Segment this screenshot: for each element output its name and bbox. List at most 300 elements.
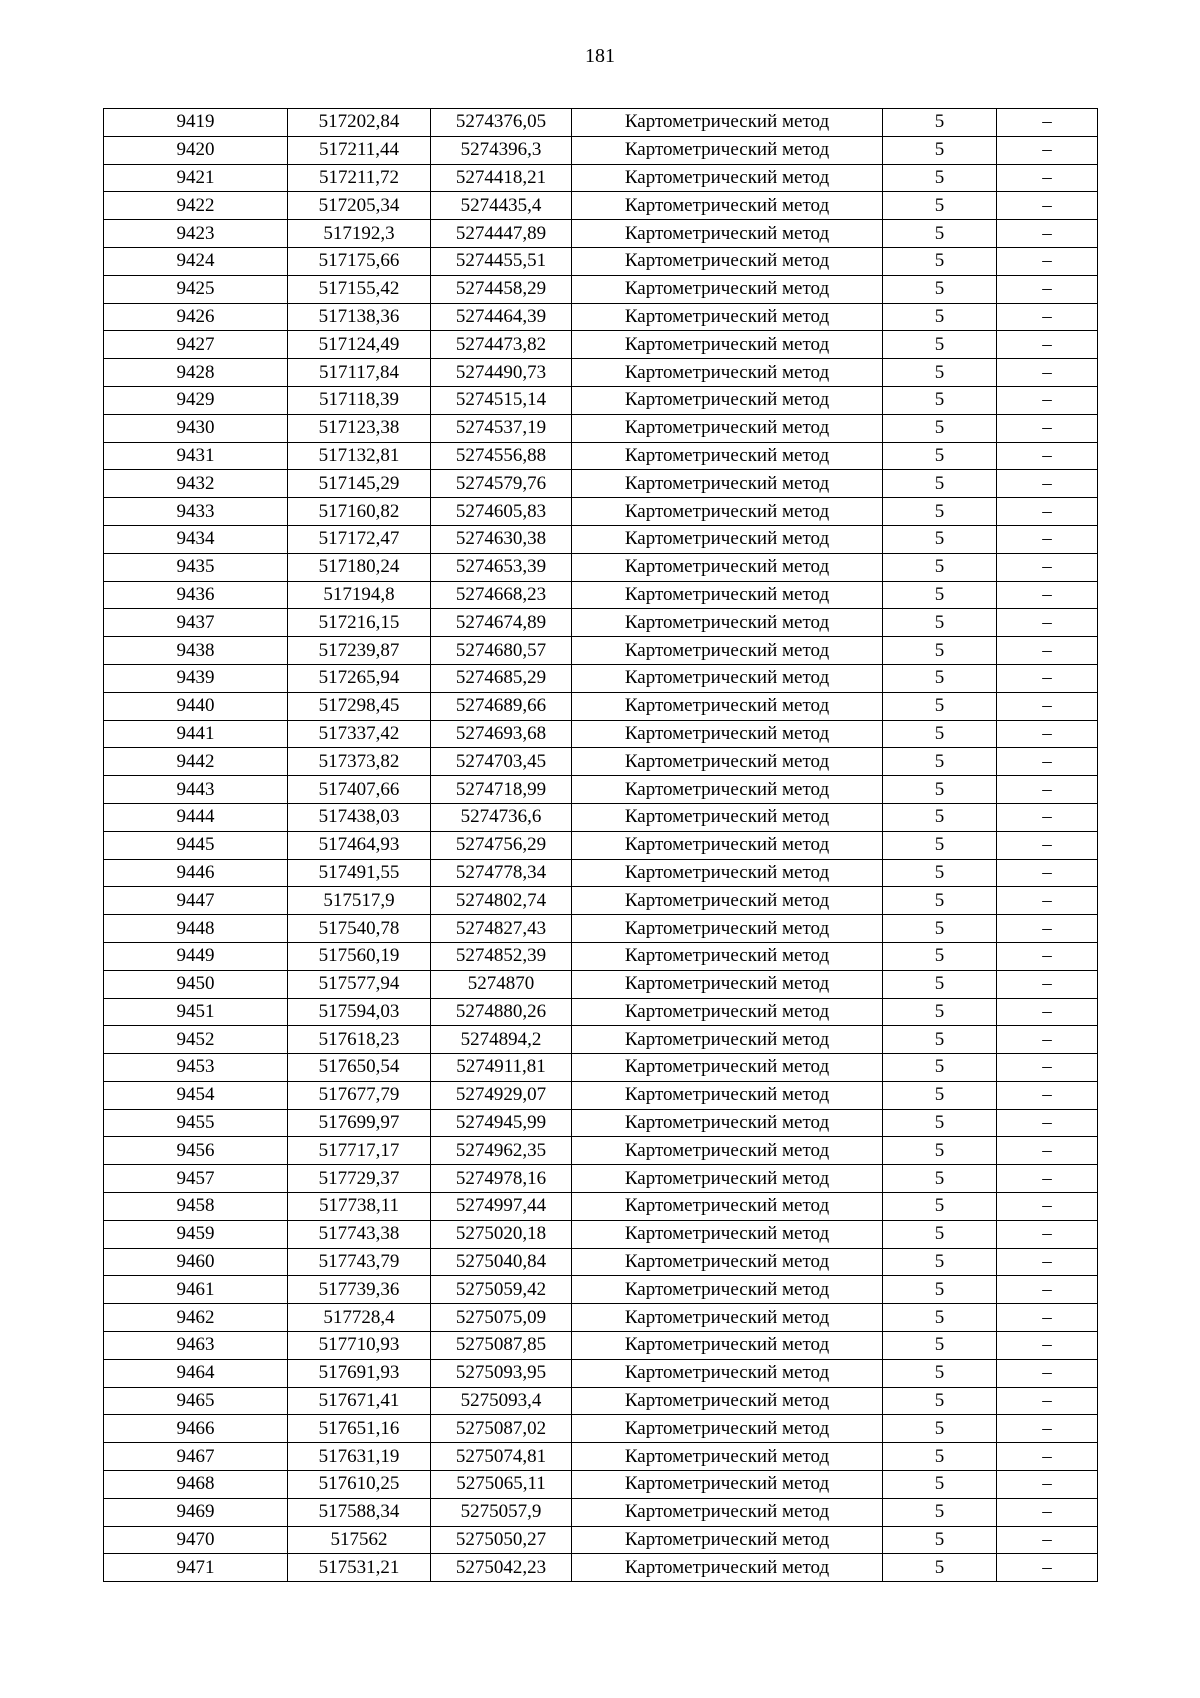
method-cell: Картометрический метод [572, 359, 883, 387]
point-number-cell: 9424 [104, 247, 288, 275]
accuracy-cell: 5 [883, 859, 997, 887]
x-coordinate-cell: 517651,16 [288, 1415, 431, 1443]
description-cell: – [997, 692, 1098, 720]
point-number-cell: 9435 [104, 553, 288, 581]
description-cell: – [997, 136, 1098, 164]
accuracy-cell: 5 [883, 1359, 997, 1387]
table-row [104, 915, 1098, 943]
point-number-cell: 9466 [104, 1415, 288, 1443]
table-row [104, 498, 1098, 526]
accuracy-cell: 5 [883, 386, 997, 414]
y-coordinate-cell: 5275065,11 [431, 1471, 572, 1499]
accuracy-cell: 5 [883, 1526, 997, 1554]
description-cell: – [997, 748, 1098, 776]
y-coordinate-cell: 5274736,6 [431, 803, 572, 831]
accuracy-cell: 5 [883, 247, 997, 275]
y-coordinate-cell: 5275020,18 [431, 1220, 572, 1248]
y-coordinate-cell: 5274435,4 [431, 192, 572, 220]
accuracy-cell: 5 [883, 1415, 997, 1443]
y-coordinate-cell: 5274464,39 [431, 303, 572, 331]
method-cell: Картометрический метод [572, 1220, 883, 1248]
method-cell: Картометрический метод [572, 1415, 883, 1443]
x-coordinate-cell: 517588,34 [288, 1498, 431, 1526]
accuracy-cell: 5 [883, 1220, 997, 1248]
description-cell: – [997, 1109, 1098, 1137]
point-number-cell: 9428 [104, 359, 288, 387]
accuracy-cell: 5 [883, 887, 997, 915]
method-cell: Картометрический метод [572, 386, 883, 414]
x-coordinate-cell: 517577,94 [288, 970, 431, 998]
method-cell: Картометрический метод [572, 1498, 883, 1526]
method-cell: Картометрический метод [572, 1304, 883, 1332]
point-number-cell: 9444 [104, 803, 288, 831]
accuracy-cell: 5 [883, 998, 997, 1026]
table-row [104, 525, 1098, 553]
description-cell: – [997, 220, 1098, 248]
method-cell: Картометрический метод [572, 109, 883, 137]
point-number-cell: 9439 [104, 664, 288, 692]
method-cell: Картометрический метод [572, 1332, 883, 1360]
y-coordinate-cell: 5274718,99 [431, 776, 572, 804]
table-row [104, 470, 1098, 498]
y-coordinate-cell: 5274458,29 [431, 275, 572, 303]
accuracy-cell: 5 [883, 803, 997, 831]
accuracy-cell: 5 [883, 442, 997, 470]
table-row [104, 1109, 1098, 1137]
y-coordinate-cell: 5274490,73 [431, 359, 572, 387]
point-number-cell: 9427 [104, 331, 288, 359]
description-cell: – [997, 1276, 1098, 1304]
description-cell: – [997, 1498, 1098, 1526]
point-number-cell: 9471 [104, 1554, 288, 1582]
point-number-cell: 9461 [104, 1276, 288, 1304]
table-row [104, 1332, 1098, 1360]
method-cell: Картометрический метод [572, 470, 883, 498]
x-coordinate-cell: 517211,44 [288, 136, 431, 164]
y-coordinate-cell: 5274447,89 [431, 220, 572, 248]
method-cell: Картометрический метод [572, 803, 883, 831]
accuracy-cell: 5 [883, 1332, 997, 1360]
y-coordinate-cell: 5274685,29 [431, 664, 572, 692]
accuracy-cell: 5 [883, 109, 997, 137]
y-coordinate-cell: 5274605,83 [431, 498, 572, 526]
x-coordinate-cell: 517540,78 [288, 915, 431, 943]
description-cell: – [997, 164, 1098, 192]
accuracy-cell: 5 [883, 1443, 997, 1471]
method-cell: Картометрический метод [572, 1387, 883, 1415]
x-coordinate-cell: 517531,21 [288, 1554, 431, 1582]
description-cell: – [997, 525, 1098, 553]
table-row [104, 442, 1098, 470]
description-cell: – [997, 831, 1098, 859]
table-row [104, 1526, 1098, 1554]
point-number-cell: 9442 [104, 748, 288, 776]
x-coordinate-cell: 517677,79 [288, 1081, 431, 1109]
method-cell: Картометрический метод [572, 776, 883, 804]
point-number-cell: 9451 [104, 998, 288, 1026]
y-coordinate-cell: 5274689,66 [431, 692, 572, 720]
x-coordinate-cell: 517560,19 [288, 942, 431, 970]
accuracy-cell: 5 [883, 1554, 997, 1582]
description-cell: – [997, 498, 1098, 526]
table-row [104, 1415, 1098, 1443]
point-number-cell: 9462 [104, 1304, 288, 1332]
accuracy-cell: 5 [883, 1304, 997, 1332]
x-coordinate-cell: 517631,19 [288, 1443, 431, 1471]
y-coordinate-cell: 5274653,39 [431, 553, 572, 581]
x-coordinate-cell: 517194,8 [288, 581, 431, 609]
point-number-cell: 9458 [104, 1193, 288, 1221]
point-number-cell: 9463 [104, 1332, 288, 1360]
x-coordinate-cell: 517671,41 [288, 1387, 431, 1415]
method-cell: Картометрический метод [572, 915, 883, 943]
point-number-cell: 9457 [104, 1165, 288, 1193]
description-cell: – [997, 1165, 1098, 1193]
y-coordinate-cell: 5274556,88 [431, 442, 572, 470]
table-row [104, 553, 1098, 581]
description-cell: – [997, 970, 1098, 998]
y-coordinate-cell: 5274515,14 [431, 386, 572, 414]
table-body [104, 109, 1098, 1582]
x-coordinate-cell: 517265,94 [288, 664, 431, 692]
accuracy-cell: 5 [883, 1193, 997, 1221]
method-cell: Картометрический метод [572, 692, 883, 720]
accuracy-cell: 5 [883, 164, 997, 192]
y-coordinate-cell: 5274802,74 [431, 887, 572, 915]
accuracy-cell: 5 [883, 303, 997, 331]
x-coordinate-cell: 517124,49 [288, 331, 431, 359]
point-number-cell: 9432 [104, 470, 288, 498]
x-coordinate-cell: 517239,87 [288, 637, 431, 665]
y-coordinate-cell: 5275075,09 [431, 1304, 572, 1332]
point-number-cell: 9455 [104, 1109, 288, 1137]
y-coordinate-cell: 5275087,85 [431, 1332, 572, 1360]
point-number-cell: 9426 [104, 303, 288, 331]
description-cell: – [997, 1026, 1098, 1054]
point-number-cell: 9470 [104, 1526, 288, 1554]
x-coordinate-cell: 517743,79 [288, 1248, 431, 1276]
x-coordinate-cell: 517216,15 [288, 609, 431, 637]
table-row [104, 275, 1098, 303]
point-number-cell: 9433 [104, 498, 288, 526]
description-cell: – [997, 1443, 1098, 1471]
description-cell: – [997, 247, 1098, 275]
point-number-cell: 9468 [104, 1471, 288, 1499]
table-row [104, 1304, 1098, 1332]
description-cell: – [997, 1332, 1098, 1360]
method-cell: Картометрический метод [572, 220, 883, 248]
description-cell: – [997, 1415, 1098, 1443]
accuracy-cell: 5 [883, 1137, 997, 1165]
y-coordinate-cell: 5275087,02 [431, 1415, 572, 1443]
y-coordinate-cell: 5274680,57 [431, 637, 572, 665]
x-coordinate-cell: 517138,36 [288, 303, 431, 331]
description-cell: – [997, 664, 1098, 692]
y-coordinate-cell: 5274376,05 [431, 109, 572, 137]
y-coordinate-cell: 5274962,35 [431, 1137, 572, 1165]
method-cell: Картометрический метод [572, 414, 883, 442]
table-row [104, 1498, 1098, 1526]
accuracy-cell: 5 [883, 1054, 997, 1082]
method-cell: Картометрический метод [572, 1054, 883, 1082]
x-coordinate-cell: 517192,3 [288, 220, 431, 248]
table-row [104, 664, 1098, 692]
method-cell: Картометрический метод [572, 331, 883, 359]
method-cell: Картометрический метод [572, 664, 883, 692]
method-cell: Картометрический метод [572, 720, 883, 748]
x-coordinate-cell: 517337,42 [288, 720, 431, 748]
description-cell: – [997, 1193, 1098, 1221]
method-cell: Картометрический метод [572, 609, 883, 637]
accuracy-cell: 5 [883, 136, 997, 164]
table-row [104, 1193, 1098, 1221]
table-row [104, 581, 1098, 609]
method-cell: Картометрический метод [572, 1554, 883, 1582]
description-cell: – [997, 1554, 1098, 1582]
point-number-cell: 9447 [104, 887, 288, 915]
table-row [104, 1165, 1098, 1193]
point-number-cell: 9422 [104, 192, 288, 220]
y-coordinate-cell: 5274827,43 [431, 915, 572, 943]
y-coordinate-cell: 5274537,19 [431, 414, 572, 442]
x-coordinate-cell: 517180,24 [288, 553, 431, 581]
method-cell: Картометрический метод [572, 164, 883, 192]
description-cell: – [997, 803, 1098, 831]
table-row [104, 164, 1098, 192]
accuracy-cell: 5 [883, 331, 997, 359]
table-row [104, 247, 1098, 275]
x-coordinate-cell: 517728,4 [288, 1304, 431, 1332]
x-coordinate-cell: 517205,34 [288, 192, 431, 220]
description-cell: – [997, 1526, 1098, 1554]
method-cell: Картометрический метод [572, 637, 883, 665]
method-cell: Картометрический метод [572, 303, 883, 331]
x-coordinate-cell: 517438,03 [288, 803, 431, 831]
point-number-cell: 9465 [104, 1387, 288, 1415]
description-cell: – [997, 859, 1098, 887]
point-number-cell: 9434 [104, 525, 288, 553]
accuracy-cell: 5 [883, 553, 997, 581]
table-row [104, 220, 1098, 248]
table-row [104, 803, 1098, 831]
point-number-cell: 9441 [104, 720, 288, 748]
accuracy-cell: 5 [883, 498, 997, 526]
x-coordinate-cell: 517118,39 [288, 386, 431, 414]
description-cell: – [997, 1054, 1098, 1082]
table-row [104, 1054, 1098, 1082]
description-cell: – [997, 109, 1098, 137]
y-coordinate-cell: 5275093,95 [431, 1359, 572, 1387]
y-coordinate-cell: 5274945,99 [431, 1109, 572, 1137]
x-coordinate-cell: 517594,03 [288, 998, 431, 1026]
x-coordinate-cell: 517202,84 [288, 109, 431, 137]
point-number-cell: 9436 [104, 581, 288, 609]
method-cell: Картометрический метод [572, 1026, 883, 1054]
x-coordinate-cell: 517717,17 [288, 1137, 431, 1165]
y-coordinate-cell: 5274473,82 [431, 331, 572, 359]
table-row [104, 1359, 1098, 1387]
y-coordinate-cell: 5274880,26 [431, 998, 572, 1026]
y-coordinate-cell: 5274978,16 [431, 1165, 572, 1193]
x-coordinate-cell: 517160,82 [288, 498, 431, 526]
x-coordinate-cell: 517710,93 [288, 1332, 431, 1360]
y-coordinate-cell: 5275057,9 [431, 1498, 572, 1526]
x-coordinate-cell: 517517,9 [288, 887, 431, 915]
accuracy-cell: 5 [883, 942, 997, 970]
x-coordinate-cell: 517117,84 [288, 359, 431, 387]
y-coordinate-cell: 5274396,3 [431, 136, 572, 164]
method-cell: Картометрический метод [572, 1109, 883, 1137]
table-row [104, 1248, 1098, 1276]
table-row [104, 1137, 1098, 1165]
description-cell: – [997, 581, 1098, 609]
table-row [104, 720, 1098, 748]
method-cell: Картометрический метод [572, 1471, 883, 1499]
description-cell: – [997, 776, 1098, 804]
method-cell: Картометрический метод [572, 942, 883, 970]
accuracy-cell: 5 [883, 1276, 997, 1304]
y-coordinate-cell: 5274778,34 [431, 859, 572, 887]
point-number-cell: 9450 [104, 970, 288, 998]
point-number-cell: 9454 [104, 1081, 288, 1109]
point-number-cell: 9445 [104, 831, 288, 859]
x-coordinate-cell: 517132,81 [288, 442, 431, 470]
point-number-cell: 9431 [104, 442, 288, 470]
coordinates-table [103, 108, 1098, 1582]
description-cell: – [997, 442, 1098, 470]
description-cell: – [997, 1304, 1098, 1332]
accuracy-cell: 5 [883, 192, 997, 220]
description-cell: – [997, 942, 1098, 970]
table-row [104, 136, 1098, 164]
description-cell: – [997, 915, 1098, 943]
method-cell: Картометрический метод [572, 1276, 883, 1304]
x-coordinate-cell: 517610,25 [288, 1471, 431, 1499]
y-coordinate-cell: 5274870 [431, 970, 572, 998]
point-number-cell: 9456 [104, 1137, 288, 1165]
point-number-cell: 9440 [104, 692, 288, 720]
table-row [104, 970, 1098, 998]
accuracy-cell: 5 [883, 525, 997, 553]
description-cell: – [997, 1387, 1098, 1415]
method-cell: Картометрический метод [572, 1081, 883, 1109]
x-coordinate-cell: 517373,82 [288, 748, 431, 776]
accuracy-cell: 5 [883, 664, 997, 692]
table-row [104, 359, 1098, 387]
table-row [104, 1471, 1098, 1499]
method-cell: Картометрический метод [572, 831, 883, 859]
method-cell: Картометрический метод [572, 442, 883, 470]
description-cell: – [997, 720, 1098, 748]
table-row [104, 192, 1098, 220]
x-coordinate-cell: 517407,66 [288, 776, 431, 804]
y-coordinate-cell: 5274579,76 [431, 470, 572, 498]
description-cell: – [997, 470, 1098, 498]
description-cell: – [997, 609, 1098, 637]
y-coordinate-cell: 5275093,4 [431, 1387, 572, 1415]
point-number-cell: 9425 [104, 275, 288, 303]
point-number-cell: 9449 [104, 942, 288, 970]
point-number-cell: 9420 [104, 136, 288, 164]
method-cell: Картометрический метод [572, 1137, 883, 1165]
point-number-cell: 9448 [104, 915, 288, 943]
x-coordinate-cell: 517298,45 [288, 692, 431, 720]
description-cell: – [997, 637, 1098, 665]
accuracy-cell: 5 [883, 1165, 997, 1193]
point-number-cell: 9469 [104, 1498, 288, 1526]
table-row [104, 1276, 1098, 1304]
table-row [104, 609, 1098, 637]
table-row [104, 303, 1098, 331]
accuracy-cell: 5 [883, 776, 997, 804]
y-coordinate-cell: 5274703,45 [431, 748, 572, 776]
method-cell: Картометрический метод [572, 887, 883, 915]
description-cell: – [997, 553, 1098, 581]
table-row [104, 998, 1098, 1026]
method-cell: Картометрический метод [572, 1193, 883, 1221]
accuracy-cell: 5 [883, 970, 997, 998]
y-coordinate-cell: 5274693,68 [431, 720, 572, 748]
y-coordinate-cell: 5274668,23 [431, 581, 572, 609]
method-cell: Картометрический метод [572, 859, 883, 887]
accuracy-cell: 5 [883, 1026, 997, 1054]
table-row [104, 414, 1098, 442]
point-number-cell: 9464 [104, 1359, 288, 1387]
accuracy-cell: 5 [883, 470, 997, 498]
accuracy-cell: 5 [883, 1081, 997, 1109]
description-cell: – [997, 386, 1098, 414]
table-row [104, 386, 1098, 414]
table-row [104, 1387, 1098, 1415]
page-number: 181 [585, 45, 615, 67]
point-number-cell: 9453 [104, 1054, 288, 1082]
y-coordinate-cell: 5274894,2 [431, 1026, 572, 1054]
description-cell: – [997, 887, 1098, 915]
y-coordinate-cell: 5274418,21 [431, 164, 572, 192]
y-coordinate-cell: 5274756,29 [431, 831, 572, 859]
method-cell: Картометрический метод [572, 1359, 883, 1387]
x-coordinate-cell: 517738,11 [288, 1193, 431, 1221]
accuracy-cell: 5 [883, 581, 997, 609]
x-coordinate-cell: 517491,55 [288, 859, 431, 887]
y-coordinate-cell: 5275042,23 [431, 1554, 572, 1582]
description-cell: – [997, 1137, 1098, 1165]
table-row [104, 831, 1098, 859]
table-row [104, 1554, 1098, 1582]
table-row [104, 748, 1098, 776]
table-row [104, 887, 1098, 915]
accuracy-cell: 5 [883, 748, 997, 776]
accuracy-cell: 5 [883, 1109, 997, 1137]
accuracy-cell: 5 [883, 414, 997, 442]
accuracy-cell: 5 [883, 1498, 997, 1526]
point-number-cell: 9443 [104, 776, 288, 804]
description-cell: – [997, 414, 1098, 442]
table-row [104, 776, 1098, 804]
x-coordinate-cell: 517562 [288, 1526, 431, 1554]
x-coordinate-cell: 517739,36 [288, 1276, 431, 1304]
accuracy-cell: 5 [883, 1471, 997, 1499]
accuracy-cell: 5 [883, 1248, 997, 1276]
x-coordinate-cell: 517175,66 [288, 247, 431, 275]
y-coordinate-cell: 5274929,07 [431, 1081, 572, 1109]
x-coordinate-cell: 517618,23 [288, 1026, 431, 1054]
method-cell: Картометрический метод [572, 1165, 883, 1193]
x-coordinate-cell: 517155,42 [288, 275, 431, 303]
point-number-cell: 9467 [104, 1443, 288, 1471]
point-number-cell: 9419 [104, 109, 288, 137]
point-number-cell: 9429 [104, 386, 288, 414]
